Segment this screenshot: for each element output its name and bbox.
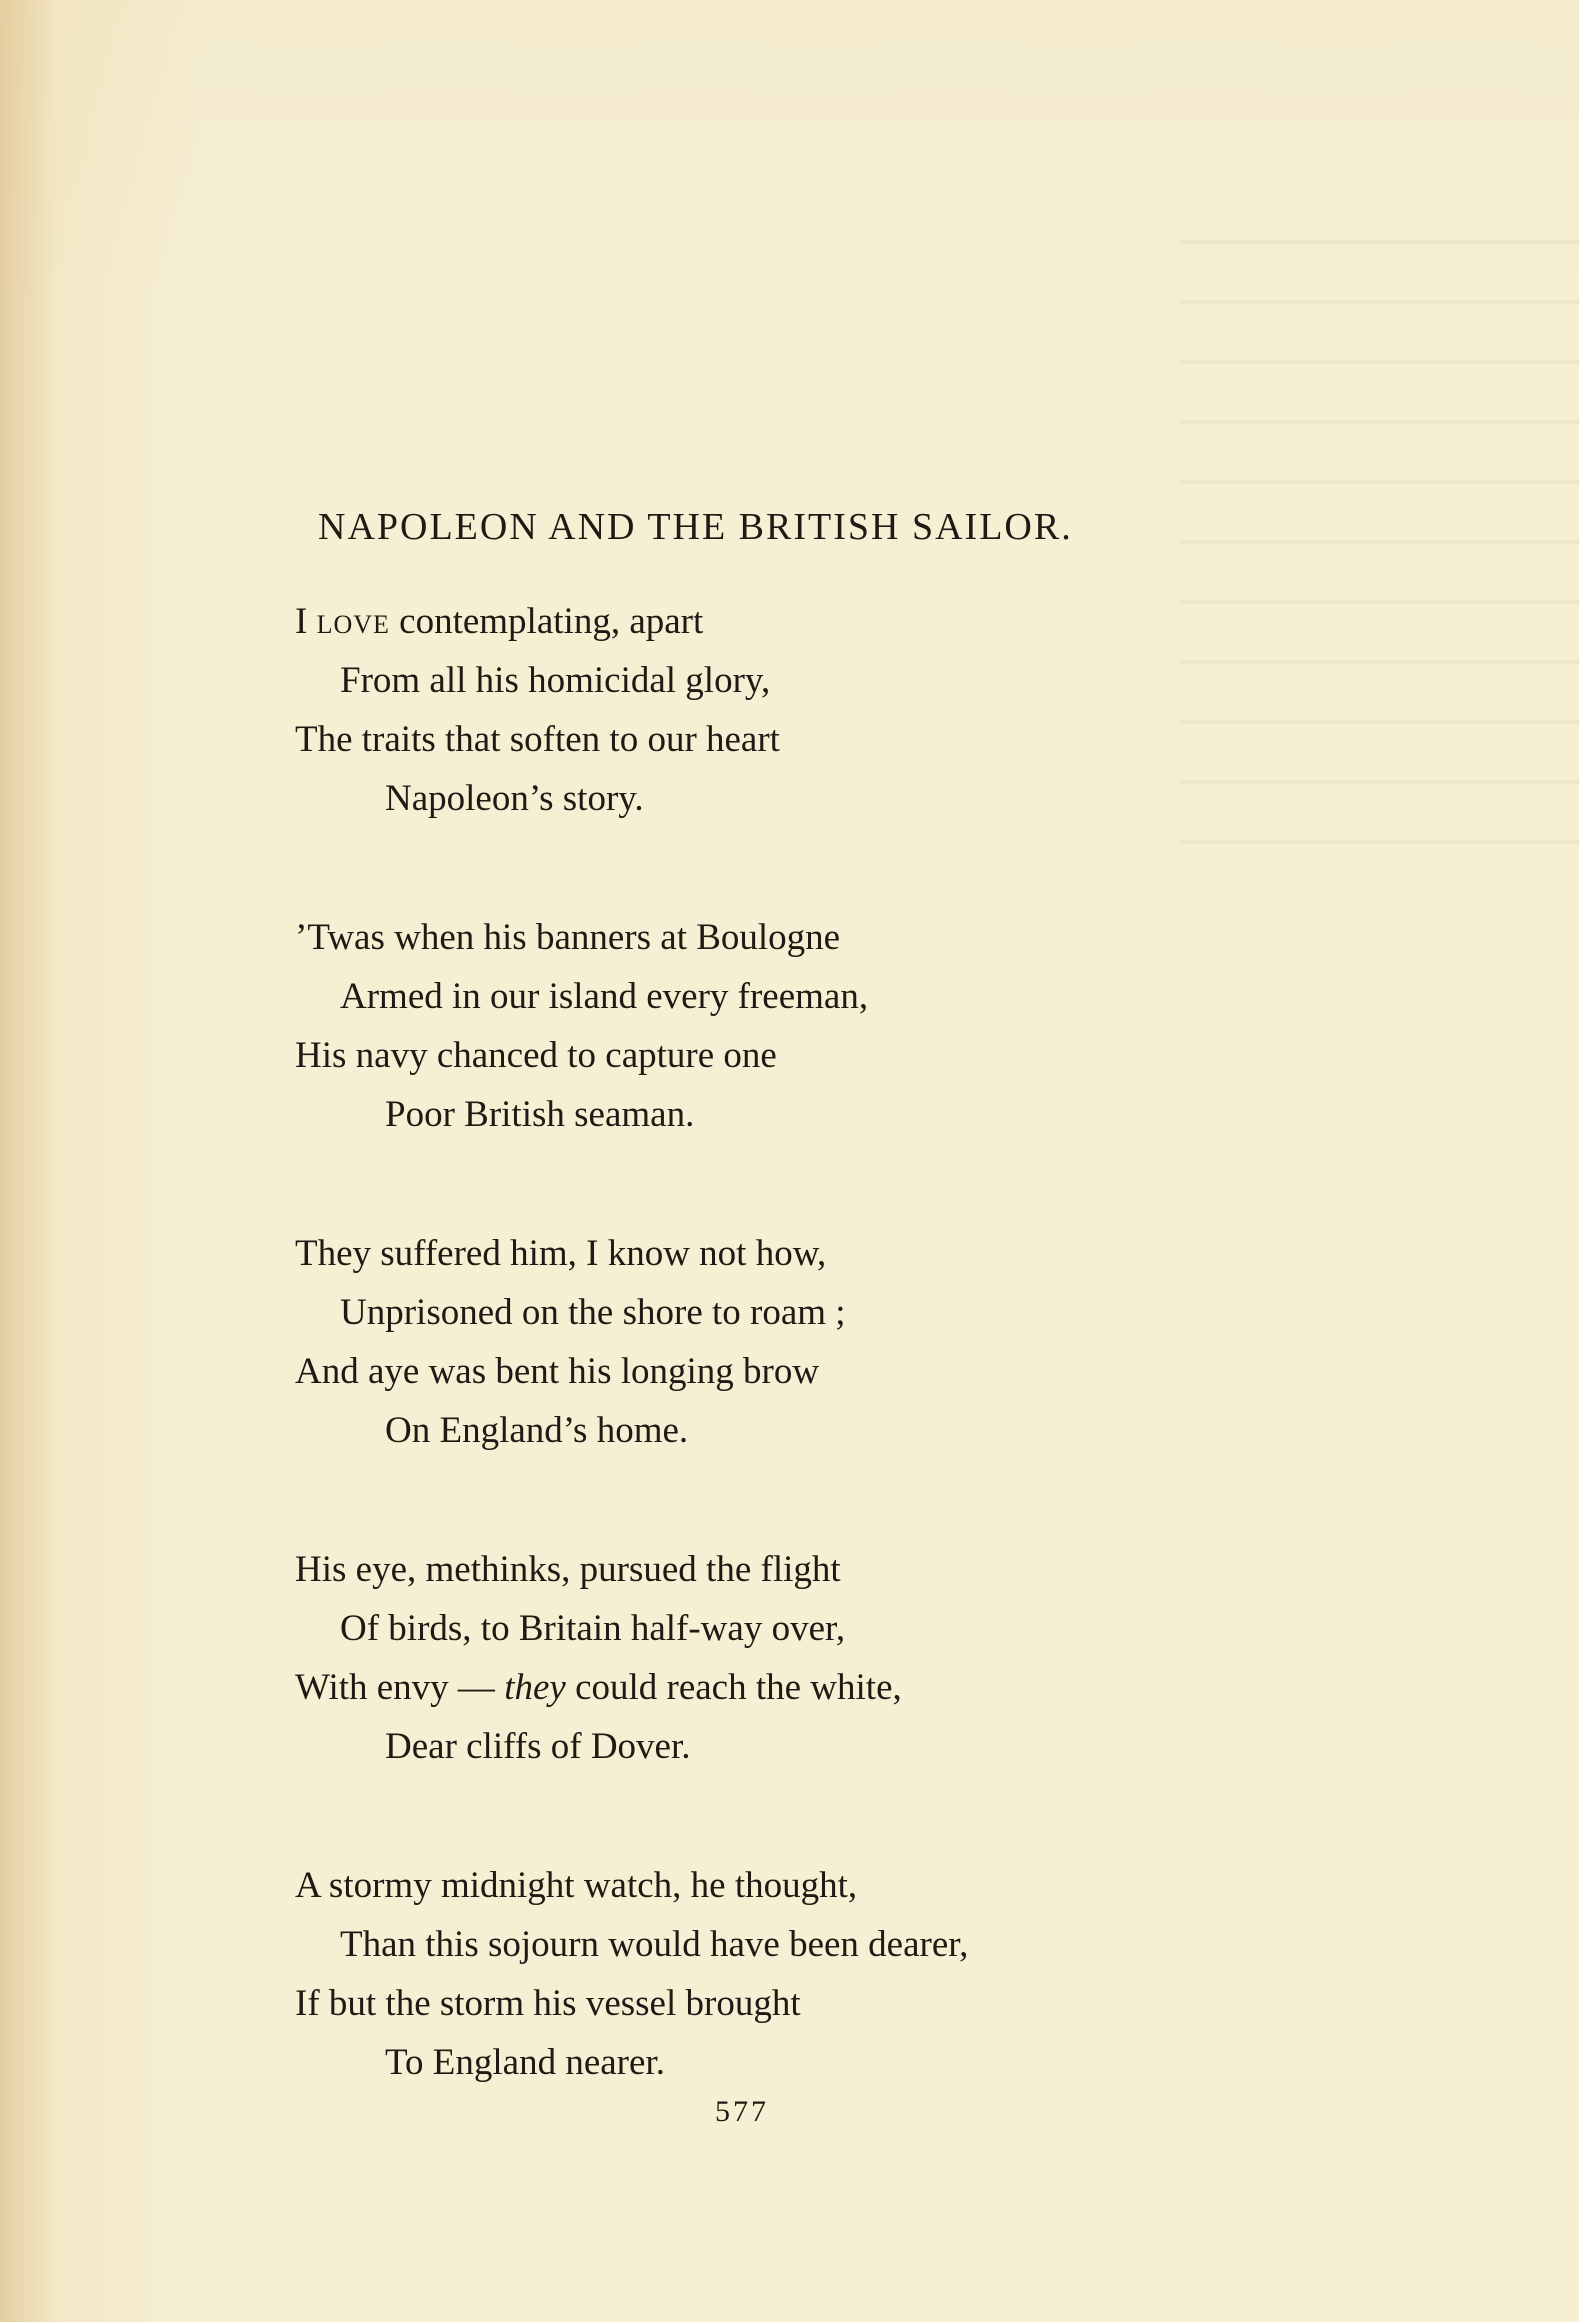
stanza-5	[295, 1856, 1495, 2092]
poem-body	[295, 592, 1495, 2092]
poem-line: Unprisoned on the shore to roam ;	[340, 1292, 846, 1333]
poem-line: With envy — they could reach the white,	[295, 1667, 902, 1708]
poem-line: Poor British seaman.	[385, 1094, 695, 1135]
poem-title: NAPOLEON AND THE BRITISH SAILOR.	[318, 506, 1073, 548]
stanza-4	[295, 1540, 1495, 1776]
poem-line: Napoleon’s story.	[385, 778, 644, 819]
poem-line: I love contemplating, apart	[295, 601, 704, 642]
stanza-3	[295, 1224, 1495, 1460]
poem-line: Of birds, to Britain half-way over,	[340, 1608, 846, 1649]
poem-line: And aye was bent his longing brow	[295, 1351, 820, 1392]
poem-line: Dear cliffs of Dover.	[385, 1726, 691, 1767]
poem-line: A stormy midnight watch, he thought,	[295, 1865, 858, 1906]
poem-line: Armed in our island every freeman,	[340, 976, 869, 1017]
stanza-1	[295, 592, 1495, 828]
poem-line: If but the storm his vessel brought	[295, 1983, 801, 2024]
poem-line: On England’s home.	[385, 1410, 689, 1451]
stanza-2	[295, 908, 1495, 1144]
page-number: 577	[715, 2095, 769, 2128]
poem-line: ’Twas when his banners at Boulogne	[295, 917, 841, 958]
poem-line: From all his homicidal glory,	[340, 660, 771, 701]
poem-line: They suffered him, I know not how,	[295, 1233, 827, 1274]
poem-line: To England nearer.	[385, 2042, 665, 2083]
poem-line: Than this sojourn would have been dearer,	[340, 1924, 969, 1965]
poem-line: His navy chanced to capture one	[295, 1035, 777, 1076]
poem-line: His eye, methinks, pursued the flight	[295, 1549, 841, 1590]
poem-line: The traits that soften to our heart	[295, 719, 780, 760]
